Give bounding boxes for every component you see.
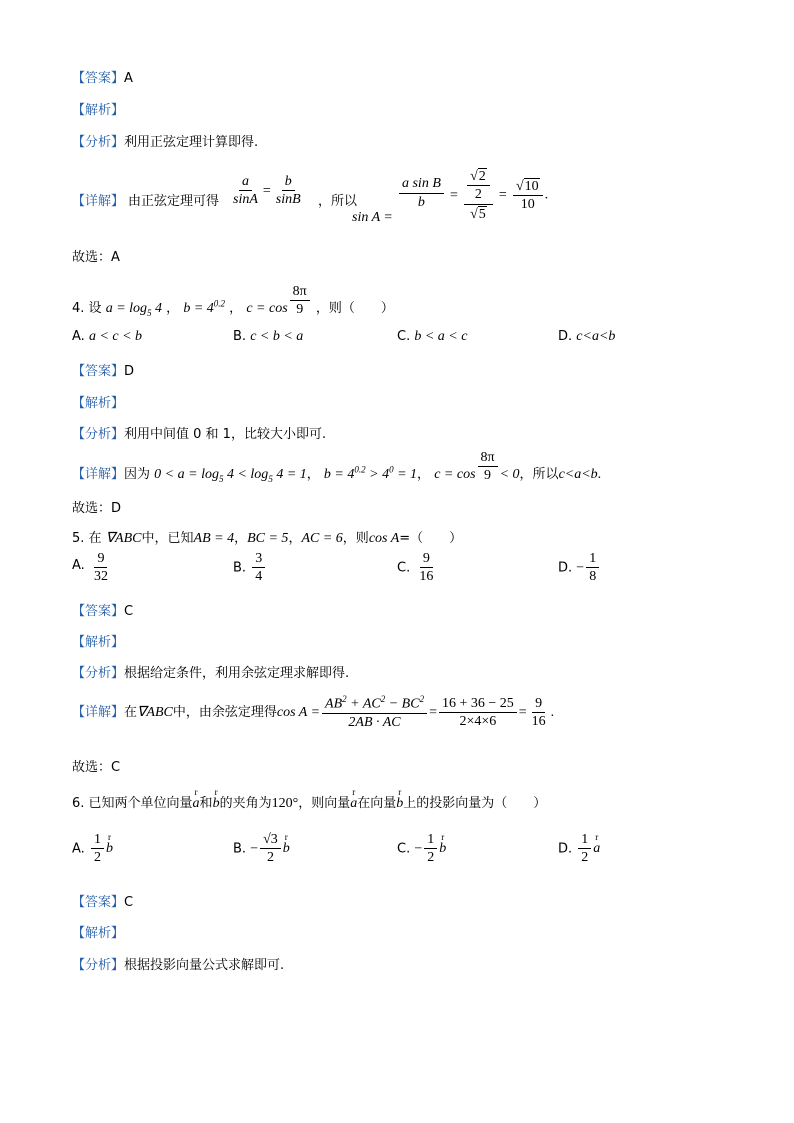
q5-detail-cos: cos A = [276, 705, 321, 721]
option-num: 1 [424, 832, 437, 849]
vector-a: r a [193, 796, 200, 812]
fenxi-tag: 【分析】 [72, 427, 125, 442]
option-label: B. [233, 329, 247, 344]
detail-result: c<a<b [558, 467, 598, 483]
q6-stem-e: 在向量 [357, 796, 397, 811]
q5-fenxi-line [72, 662, 349, 681]
option-den: 4 [255, 569, 263, 585]
q5-stem-c: ，则 [342, 531, 369, 546]
fenxi-text: 根据给定条件，利用余弦定理求解即得. [124, 666, 350, 681]
option-num: 9 [94, 551, 107, 568]
option-label: D. [558, 329, 573, 344]
q4-sep-1: ， [166, 301, 180, 317]
detail-sep: ， [417, 467, 431, 483]
option-value: b < a < c [414, 329, 468, 344]
q4-detail-c: c = cos [434, 467, 476, 483]
conclusion-text: 故选：A [72, 250, 120, 265]
q4-option-b[interactable] [233, 329, 303, 345]
option-sign: − [414, 841, 423, 857]
law-of-cosines-frac: $\frac{AB^2 + AC^2 - BC^2}{2AB \cdot AC}$ [322, 695, 427, 730]
option-den: 2 [266, 850, 274, 866]
q5-cos: cos A [368, 531, 400, 546]
q3-conclusion [72, 246, 120, 265]
q6-fenxi-line [72, 954, 284, 973]
option-label: C. [397, 560, 411, 576]
law-of-sines-formula: $\frac{a}{\sin A}$ = $\frac{b}{\sin B}$ [233, 174, 301, 208]
vector-b: r b [396, 796, 403, 812]
q5-conclusion [72, 756, 120, 775]
vector-b: r b [213, 796, 220, 812]
vector-a: r a [350, 796, 357, 812]
q6-answer-line [72, 891, 133, 910]
q4-detail-ineq-a: $0 < a = \log_5 4 < \log_5 4 = 1$ [154, 467, 307, 485]
option-vector: r b [106, 841, 113, 857]
detail-tag: 【详解】 [72, 705, 125, 721]
sin-a-formula: sin A = $\frac{\text{a sin B}}{b}$ = $\frac{\frac{√2}{2}}{√5}$ = $\frac{√10}{10}$ . [352, 169, 549, 225]
q4-c-frac: $\frac{8\pi}{9}$ [290, 284, 310, 318]
conclusion-text: 故选：D [72, 501, 122, 516]
triangle-abc: ∇ABC [137, 705, 173, 721]
answer-value: D [124, 364, 135, 379]
option-den: 2 [581, 850, 589, 866]
option-den: 8 [589, 569, 597, 585]
fenxi-text: 利用中间值 0 和 1，比较大小即可. [124, 427, 327, 442]
q4-a-expr: $a = \log_5 4$ [105, 301, 163, 319]
q5-ab: AB = 4 [193, 531, 235, 546]
q5-option-a[interactable] [72, 551, 113, 585]
q4-option-a[interactable] [72, 329, 142, 345]
option-label: B. [233, 560, 247, 576]
q4-detail-c-frac: $\frac{8\pi}{9}$ [478, 450, 498, 484]
q5-option-d[interactable] [558, 551, 601, 585]
option-den: 2 [93, 850, 101, 866]
q4-fenxi-line [72, 423, 326, 442]
result-frac: $\frac{9}{16}$ [531, 695, 546, 730]
option-num: √3 [260, 832, 281, 849]
q5-stem-b: 中，已知 [141, 531, 194, 546]
option-label: A. [72, 329, 85, 344]
q5-ac: AC = 6 [301, 531, 343, 546]
detail-text-b: 中，由余弦定理得 [172, 705, 277, 721]
q3-fenxi-line [72, 131, 258, 150]
q5-stem: 5. 在 ∇ABC中，已知AB = 4，BC = 5，AC = 6，则cos A=（ ） [72, 531, 463, 546]
q4-detail-line: 【详解】因为 $0 < a = \log_5 4 < \log_5 4 = 1$， $b = 4^{0.2} > 4^0 = 1$， c = cos $\frac{8\pi}{9}$ < 0，所以c<a<b. [72, 450, 602, 485]
option-num: 9 [420, 551, 433, 568]
answer-tag: 【答案】 [72, 364, 125, 379]
q4-stem [72, 284, 394, 318]
detail-sep: ， [306, 467, 320, 483]
q4-stem-num: 4. 设 [72, 301, 102, 317]
q6-stem-f: 上的投影向量为（ ） [403, 796, 547, 811]
q6-stem [72, 792, 546, 812]
option-label: A. [72, 841, 85, 857]
analysis-tag: 【解析】 [72, 926, 125, 941]
option-value: c < b < a [250, 329, 304, 344]
detail-text-a: 因为 [124, 467, 151, 483]
analysis-tag: 【解析】 [72, 635, 125, 650]
answer-tag: 【答案】 [72, 895, 125, 910]
q6-option-a[interactable] [72, 832, 113, 866]
option-vector: r b [283, 841, 290, 857]
q3-answer-line [72, 67, 133, 86]
option-value: c<a<b [576, 329, 616, 344]
option-num: 1 [578, 832, 591, 849]
q4-stem-end: ，则（ ） [315, 301, 394, 317]
detail-tag: 【详解】 [72, 194, 125, 209]
fenxi-text: 利用正弦定理计算即得. [124, 135, 259, 150]
q5-stem-end: =（ ） [399, 531, 463, 546]
answer-tag: 【答案】 [72, 71, 125, 86]
option-label: A. [72, 558, 85, 574]
q5-option-b[interactable] [233, 551, 267, 585]
q5-option-c[interactable] [397, 551, 438, 585]
fenxi-text: 根据投影向量公式求解即可. [124, 958, 285, 973]
detail-text-a: 在 [124, 705, 138, 721]
option-num: 1 [91, 832, 104, 849]
answer-value: A [124, 71, 133, 86]
option-den: 32 [93, 569, 108, 585]
option-vector: r a [593, 841, 600, 857]
option-num: 3 [252, 551, 265, 568]
answer-tag: 【答案】 [72, 604, 125, 619]
option-vector: r b [439, 841, 446, 857]
q6-stem-d: ，则向量 [298, 796, 351, 811]
q4-option-c[interactable] [397, 329, 467, 345]
q5-bc: BC = 5 [247, 531, 289, 546]
q6-angle: 120° [271, 796, 299, 811]
option-num: 1 [586, 551, 599, 568]
detail-text-b: ，所以 [318, 194, 358, 209]
answer-value: C [124, 895, 134, 910]
option-label: D. [558, 560, 573, 576]
q4-sep-2: ， [229, 301, 243, 317]
option-sign: − [250, 841, 259, 857]
q5-stem-a: 5. 在 [72, 531, 102, 546]
q4-c-expr: c = cos [246, 301, 288, 317]
q6-option-b[interactable] [233, 832, 290, 866]
conclusion-text: 故选：C [72, 760, 121, 775]
q6-stem-c: 的夹角为 [219, 796, 272, 811]
q4-detail-ineq-b: $b = 4^{0.2} > 4^0 = 1$ [323, 464, 418, 483]
analysis-tag: 【解析】 [72, 103, 125, 118]
q6-stem-b: 和 [199, 796, 213, 811]
option-sign: − [576, 560, 585, 576]
option-label: B. [233, 841, 247, 857]
q4-conclusion [72, 497, 121, 516]
q5-analysis-line [72, 631, 124, 650]
q4-b-expr: $b = 4^{0.2}$ [183, 298, 226, 317]
option-den: 16 [419, 569, 434, 585]
numeric-frac: $\frac{16 + 36 - 25}{2\times 4\times 6}$ [439, 696, 517, 730]
option-label: C. [397, 329, 411, 344]
q4-answer-line [72, 360, 134, 379]
q5-answer-line [72, 600, 133, 619]
option-den: 2 [427, 850, 435, 866]
option-label: D. [558, 841, 573, 857]
detail-end: ，所以 [519, 467, 559, 483]
detail-text-a: 由正弦定理可得 [128, 194, 220, 209]
triangle-abc: ∇ABC [105, 531, 142, 546]
q6-analysis-line [72, 922, 124, 941]
option-label: C. [397, 841, 411, 857]
analysis-tag: 【解析】 [72, 396, 125, 411]
q4-detail-c-lt: < 0 [499, 467, 520, 483]
q4-analysis-line [72, 392, 124, 411]
answer-value: C [124, 604, 134, 619]
q3-analysis-line [72, 99, 124, 118]
q6-stem-a: 6. 已知两个单位向量 [72, 796, 193, 811]
fenxi-tag: 【分析】 [72, 666, 125, 681]
option-value: a < c < b [88, 329, 143, 344]
fenxi-tag: 【分析】 [72, 135, 125, 150]
fenxi-tag: 【分析】 [72, 958, 125, 973]
q6-option-c[interactable] [397, 832, 446, 866]
q4-option-d[interactable] [558, 329, 615, 345]
q6-option-d[interactable] [558, 832, 600, 866]
q5-detail-line: 【详解】在∇ABC中，由余弦定理得cos A = $\frac{AB^2 + AC^2 - BC^2}{2AB \cdot AC}$ = $\frac{16 + 36 - 25}{2\times 4\times 6}$ = $\frac{9}{16}$ . [72, 694, 555, 731]
detail-tag: 【详解】 [72, 467, 125, 483]
